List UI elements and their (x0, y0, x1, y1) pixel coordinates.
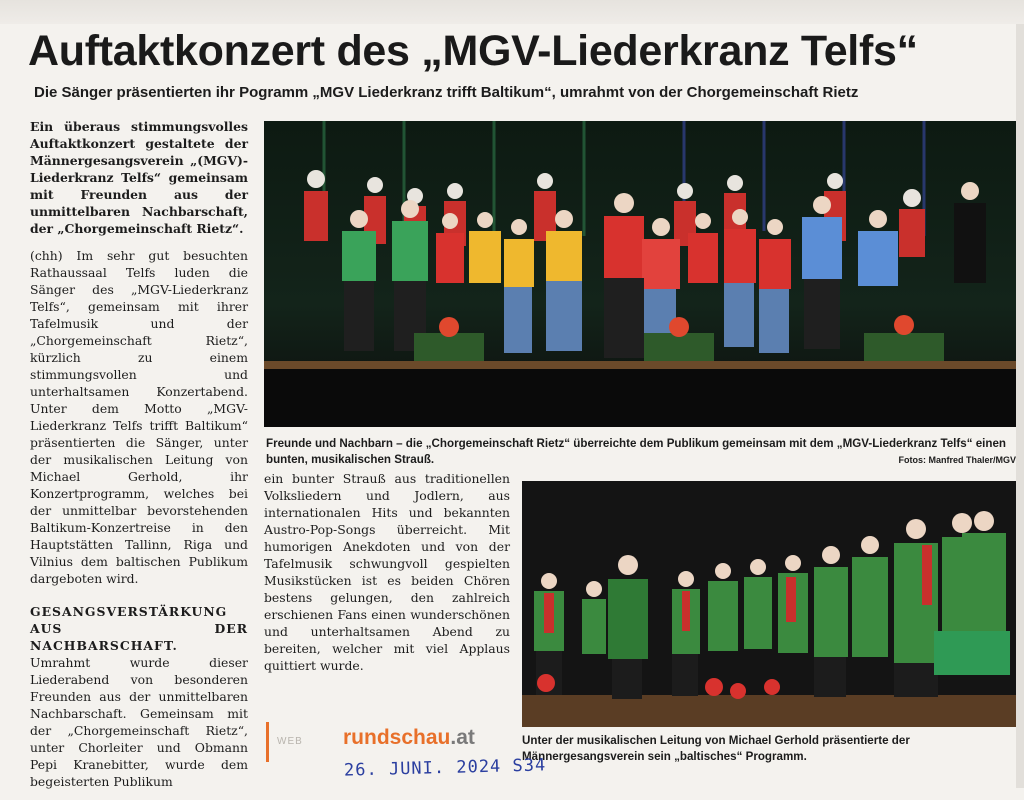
publication-logo (266, 722, 509, 762)
logo-brand: rundschau.at (343, 726, 475, 749)
page-top-bleed (0, 0, 1024, 24)
choir-stage-illustration (264, 121, 1016, 427)
article-subheadline: Die Sänger präsentierten ihr Pogramm „MGV Liederkranz trifft Baltikum“, umrahmt von der Chorgemeinschaft Rietz (34, 84, 859, 101)
article-intro: Ein überaus stimmungsvolles Auftaktkonzert gestaltete der Männergesangsverein „(MGV)-Liederkranz Telfs“ gemeinsam mit Freunden aus der unmittelbaren Nachbarschaft, der „Chorgemeinschaft Rietz“. (30, 119, 248, 236)
handwritten-date-stamp: 26. JUNI. 2024 S34 (343, 755, 547, 781)
body-paragraph: (chh) Im sehr gut besuchten Rathaussaal Telfs luden die Sänger des „MGV-Liederkranz Telfs“, gemeinsam mit ihrer Tafelmusik und der „Chorgemeinschaft Rietz“, kürzlich zu einem stimmungsvollen und unterhaltsamen Konzertabend. Unter dem Motto „MGV-Liederkranz Telfs trifft Baltikum“ präsentierten die Sänger, unter der musikalischen Leitung von Michael Gerhold, ihr Konzertprogramm, welches bei der unmittelbar bevorstehenden Baltikum-Konzertreise in den Hauptstätten Tallinn, Riga und Vilnius dem baltischen Publikum dargeboten wird. (30, 248, 248, 586)
conductor (608, 579, 648, 659)
conductor-choir-photo (522, 481, 1016, 727)
photo-credit: Fotos: Manfred Thaler/MGV (898, 455, 1016, 465)
choir-stage-photo (264, 121, 1016, 427)
text-column-left (30, 118, 248, 800)
body-paragraph: Umrahmt wurde dieser Liederabend von besonderen Freunden aus der unmittelbaren Nachbarschaft. Gemeinsam mit der „Chorgemeinschaft Rietz“, unter Chorleiter und Obmann Pepi Kranebitter, wurde dem begeisterten Publikum (30, 655, 248, 789)
text-column-middle (264, 470, 510, 684)
page-edge (1016, 24, 1024, 788)
conductor-choir-illustration (522, 481, 1016, 727)
body-paragraph: ein bunter Strauß aus traditionellen Volksliedern und Jodlern, aus internationalen Hits und bekannten Austro-Pop-Songs überreicht. Mit humorigen Anekdoten und von der Tafelmusik schwungvoll gespielten Musikstücken ist es beiden Chören bestens gelungen, den zahlreich erschienen Fans einen wunderschönen und unterhaltsamen Abend zu bereiten, welcher mit viel Applaus quittiert wurde. (264, 471, 510, 673)
logo-prefix: WEB (277, 736, 303, 747)
photo-caption: Freunde und Nachbarn – die „Chorgemeinschaft Rietz“ überreichte dem Publikum gemeinsam mit dem „MGV-Liederkranz Telfs“ einen bunten, musikalischen Strauß. (266, 437, 1007, 466)
photo-caption: Unter der musikalischen Leitung von Michael Gerhold präsentierte der Männergesangsverein sein „baltisches“ Programm. (522, 734, 910, 763)
section-title: GESANGSVERSTÄRKUNG AUS DER NACHBARSCHAFT. (30, 604, 248, 653)
article-headline: Auftaktkonzert des „MGV-Liederkranz Telfs“ (28, 27, 918, 75)
green-chair (934, 631, 1010, 675)
